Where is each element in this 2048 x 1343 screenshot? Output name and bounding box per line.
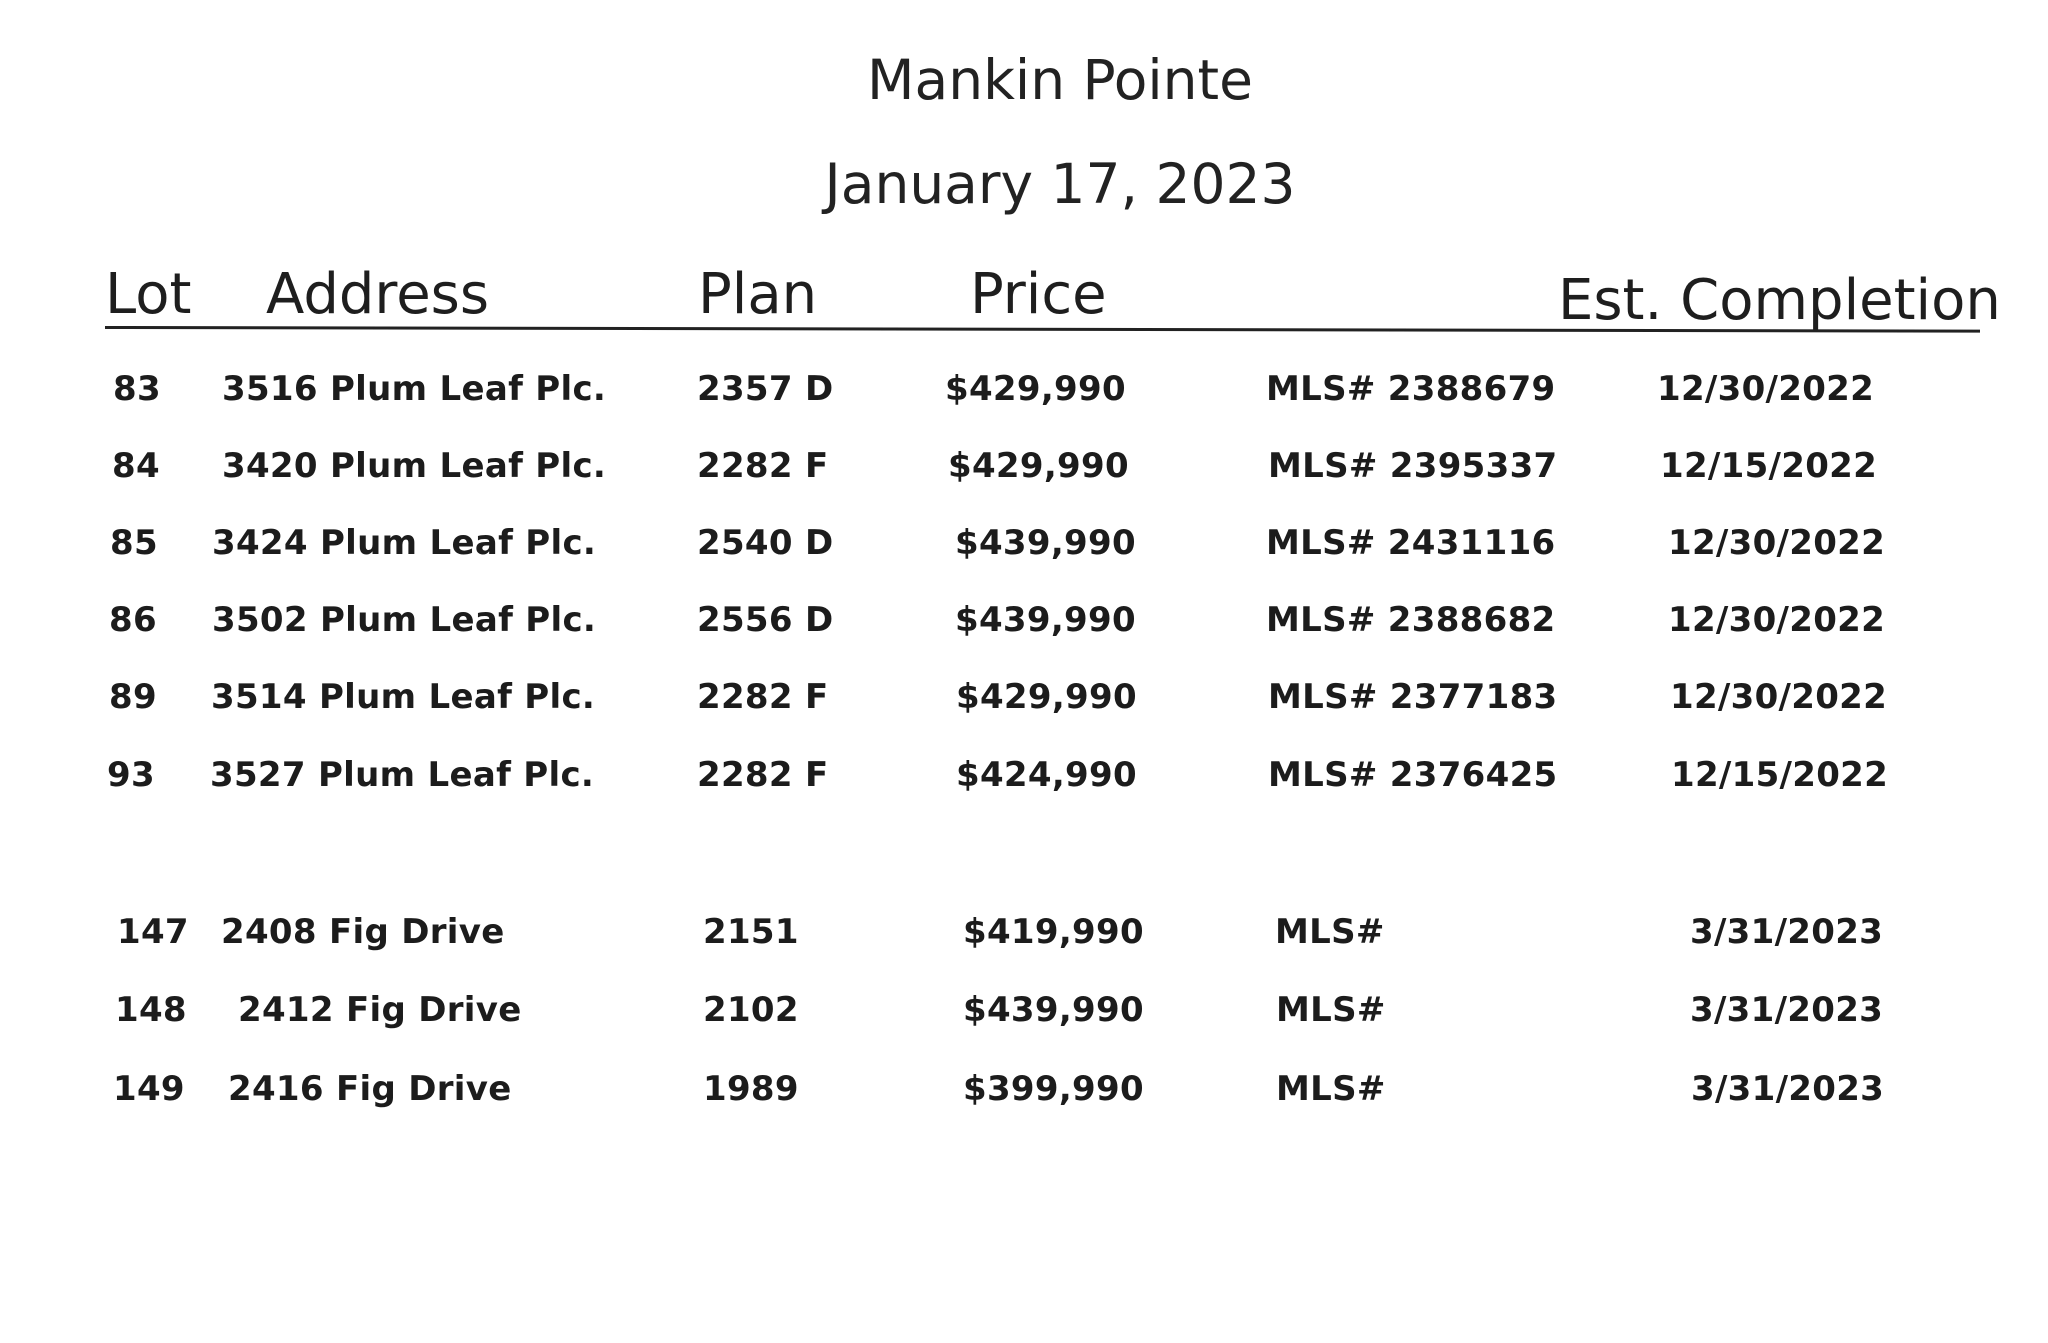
price: $429,990 — [956, 677, 1137, 717]
lot-number: 86 — [109, 600, 157, 640]
page-title: Mankin Pointe — [867, 48, 1253, 112]
mls-number: MLS# 2395337 — [1268, 446, 1558, 486]
table-row — [0, 446, 2048, 496]
lot-number: 84 — [112, 446, 160, 486]
address: 2416 Fig Drive — [228, 1069, 512, 1109]
lot-number: 83 — [113, 369, 161, 409]
table-row — [0, 600, 2048, 650]
lot-number: 147 — [117, 912, 189, 952]
est-completion-date: 3/31/2023 — [1690, 990, 1884, 1030]
column-header-lot: Lot — [105, 262, 192, 327]
address: 2408 Fig Drive — [221, 912, 505, 952]
est-completion-date: 12/30/2022 — [1668, 600, 1886, 640]
address: 3424 Plum Leaf Plc. — [212, 523, 597, 563]
plan: 2102 — [703, 990, 799, 1030]
mls-number: MLS# — [1276, 1069, 1386, 1109]
mls-number: MLS# 2388679 — [1266, 369, 1556, 409]
lot-number: 89 — [109, 677, 157, 717]
price: $439,990 — [955, 523, 1136, 563]
mls-number: MLS# 2388682 — [1266, 600, 1556, 640]
price: $429,990 — [948, 446, 1129, 486]
lot-number: 149 — [113, 1069, 185, 1109]
mls-number: MLS# — [1275, 912, 1385, 952]
page-date: January 17, 2023 — [824, 152, 1296, 216]
plan: 2151 — [703, 912, 799, 952]
table-row — [0, 912, 2048, 962]
table-row — [0, 369, 2048, 419]
table-row — [0, 755, 2048, 805]
column-header-address: Address — [266, 262, 490, 327]
plan: 2282 F — [697, 677, 829, 717]
mls-number: MLS# 2377183 — [1268, 677, 1558, 717]
lot-number: 93 — [107, 755, 155, 795]
plan: 2357 D — [697, 369, 834, 409]
price: $424,990 — [956, 755, 1137, 795]
mls-number: MLS# 2431116 — [1266, 523, 1556, 563]
plan: 1989 — [703, 1069, 799, 1109]
price: $439,990 — [955, 600, 1136, 640]
est-completion-date: 12/30/2022 — [1668, 523, 1886, 563]
address: 2412 Fig Drive — [238, 990, 522, 1030]
price: $419,990 — [963, 912, 1144, 952]
table-row — [0, 990, 2048, 1040]
column-header-est-completion: Est. Completion — [1558, 268, 2001, 333]
price: $439,990 — [963, 990, 1144, 1030]
address: 3527 Plum Leaf Plc. — [210, 755, 595, 795]
column-header-price: Price — [970, 262, 1107, 327]
address: 3420 Plum Leaf Plc. — [222, 446, 607, 486]
est-completion-date: 12/30/2022 — [1657, 369, 1875, 409]
address: 3502 Plum Leaf Plc. — [212, 600, 597, 640]
price: $399,990 — [963, 1069, 1144, 1109]
est-completion-date: 3/31/2023 — [1691, 1069, 1885, 1109]
mls-number: MLS# 2376425 — [1268, 755, 1558, 795]
table-row — [0, 1069, 2048, 1119]
est-completion-date: 12/30/2022 — [1670, 677, 1888, 717]
plan: 2556 D — [697, 600, 834, 640]
address: 3516 Plum Leaf Plc. — [222, 369, 607, 409]
address: 3514 Plum Leaf Plc. — [211, 677, 596, 717]
table-row — [0, 677, 2048, 727]
column-header-plan: Plan — [698, 262, 818, 327]
est-completion-date: 3/31/2023 — [1690, 912, 1884, 952]
lot-number: 85 — [110, 523, 158, 563]
est-completion-date: 12/15/2022 — [1660, 446, 1878, 486]
lot-number: 148 — [115, 990, 187, 1030]
plan: 2540 D — [697, 523, 834, 563]
plan: 2282 F — [697, 446, 829, 486]
plan: 2282 F — [697, 755, 829, 795]
est-completion-date: 12/15/2022 — [1671, 755, 1889, 795]
mls-number: MLS# — [1276, 990, 1386, 1030]
price: $429,990 — [945, 369, 1126, 409]
table-row — [0, 523, 2048, 573]
